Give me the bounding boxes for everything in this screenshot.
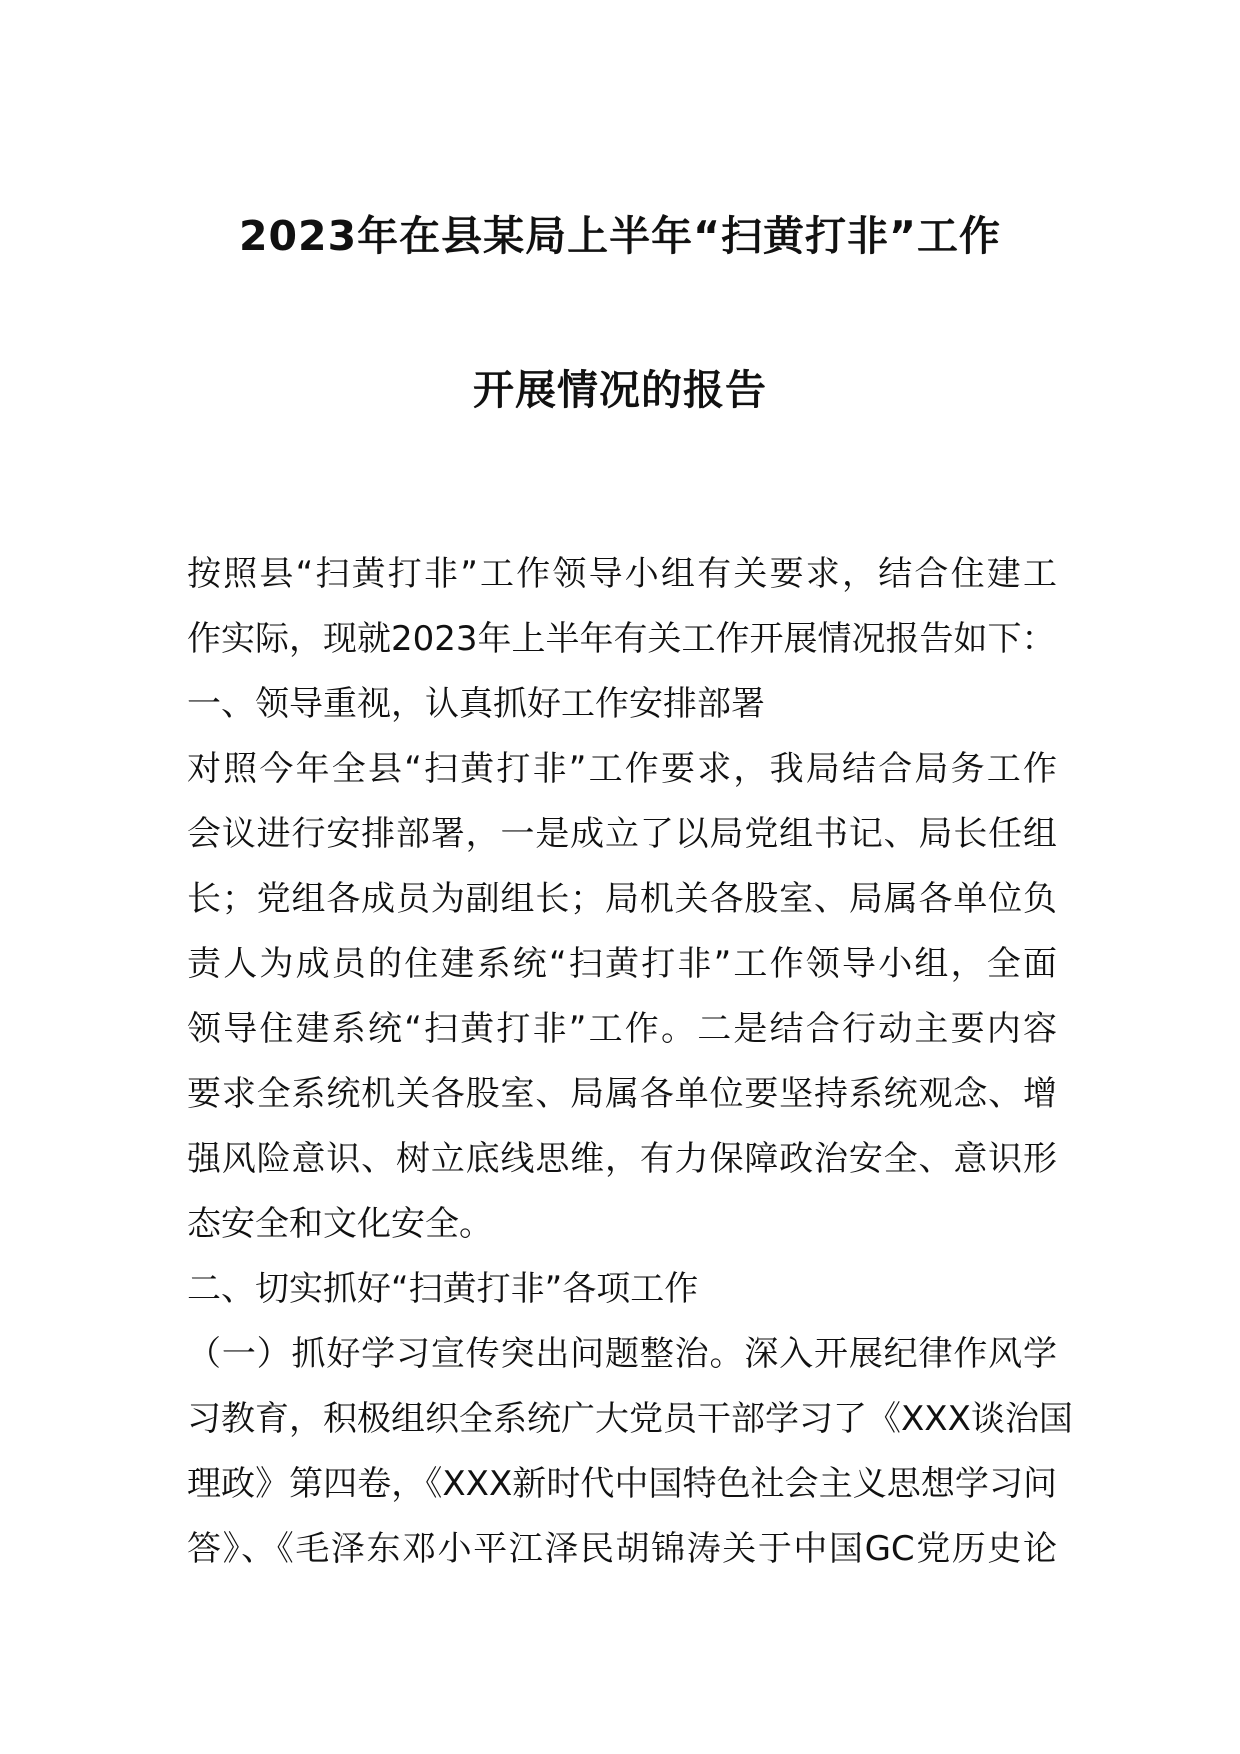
body-line: 作实际，现就2023年上半年有关工作开展情况报告如下： (187, 619, 1056, 659)
document-title-line-2: 开展情况的报告 (473, 366, 767, 414)
document-body (187, 542, 1073, 1582)
body-line: 领导住建系统“扫黄打非”工作。二是结合行动主要内容 (187, 1009, 1057, 1049)
document-title-line-1: 2023年在县某局上半年“扫黄打非”工作 (238, 212, 1001, 260)
body-line: （一）抓好学习宣传突出问题整治。深入开展纪律作风学 (187, 1334, 1057, 1374)
body-line: 强风险意识、树立底线思维，有力保障政治安全、意识形 (187, 1139, 1057, 1179)
body-line: 态安全和文化安全。 (187, 1204, 493, 1244)
body-line: 长；党组各成员为副组长；局机关各股室、局属各单位负 (187, 879, 1057, 919)
body-line: 理政》第四卷，《XXX新时代中国特色社会主义思想学习问 (187, 1464, 1057, 1504)
body-line: 对照今年全县“扫黄打非”工作要求，我局结合局务工作 (187, 749, 1057, 789)
section-heading-1: 一、领导重视，认真抓好工作安排部署 (187, 684, 765, 724)
body-line: 要求全系统机关各股室、局属各单位要坚持系统观念、增 (187, 1074, 1057, 1114)
body-line: 答》、《毛泽东邓小平江泽民胡锦涛关于中国GC党历史论 (187, 1529, 1057, 1569)
body-line: 会议进行安排部署，一是成立了以局党组书记、局长任组 (187, 814, 1057, 854)
section-heading-2: 二、切实抓好“扫黄打非”各项工作 (187, 1269, 699, 1309)
body-line: 按照县“扫黄打非”工作领导小组有关要求，结合住建工 (187, 554, 1057, 594)
body-line: 责人为成员的住建系统“扫黄打非”工作领导小组，全面 (187, 944, 1057, 984)
body-line: 习教育，积极组织全系统广大党员干部学习了《XXX谈治国 (187, 1399, 1073, 1439)
